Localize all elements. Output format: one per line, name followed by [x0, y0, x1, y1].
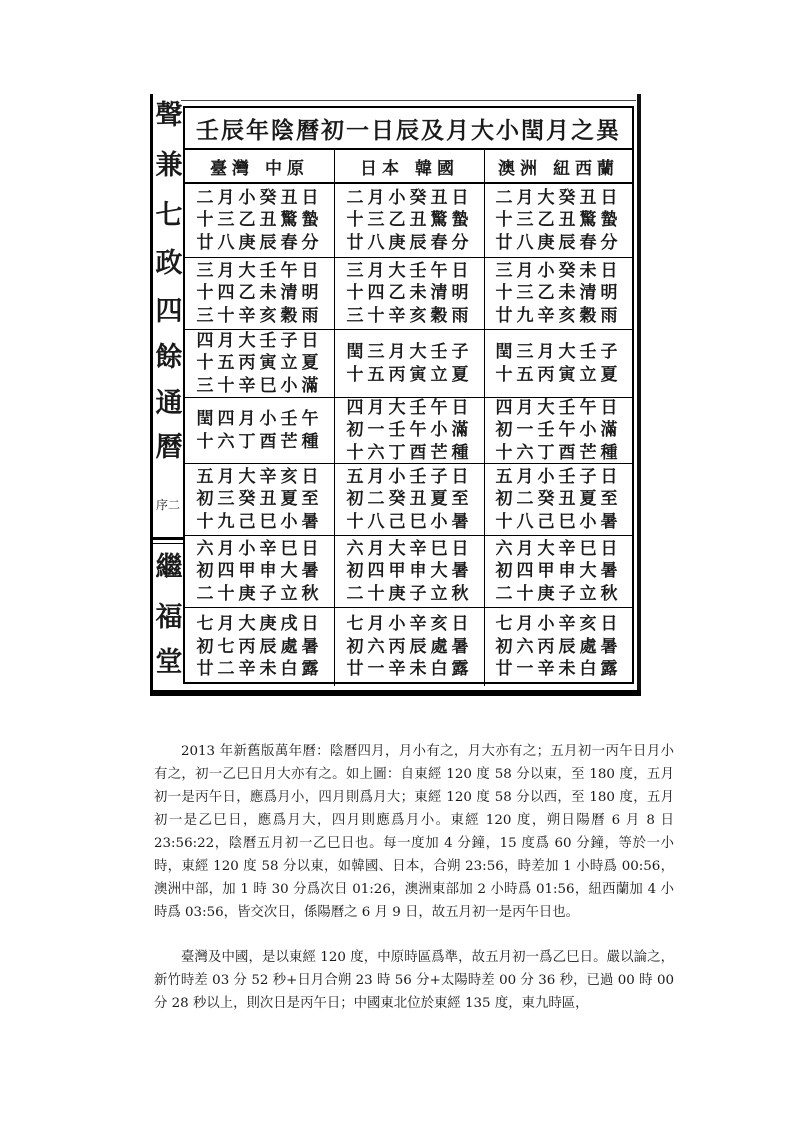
cell-line: 七月小辛亥日 — [495, 614, 622, 635]
book-spine — [153, 94, 183, 684]
cell-line: 初三癸丑夏至 — [196, 489, 323, 510]
cell-line: 廿二辛未白露 — [196, 659, 323, 680]
table-cell — [185, 536, 335, 608]
cell-line: 二十庚子立秋 — [495, 583, 622, 604]
cell-line: 十五丙寅立夏 — [196, 353, 323, 374]
table-cell — [335, 184, 485, 258]
cell-line: 十六丁酉芒種 — [495, 442, 622, 463]
cell-line: 十四乙未清明 — [196, 283, 323, 304]
spine-char: 四 — [155, 296, 183, 327]
cell-line: 閏三月大壬子 — [495, 342, 622, 362]
cell-line: 十八己巳小暑 — [495, 511, 622, 532]
cell-line: 十九己巳小暑 — [196, 511, 323, 532]
cell-line: 六月小辛巳日 — [196, 538, 323, 559]
cell-line: 三月大壬午日 — [196, 260, 323, 281]
cell-line: 初四甲申大暑 — [495, 561, 622, 582]
cell-line: 初四甲申大暑 — [346, 561, 473, 582]
table-cell — [335, 258, 485, 330]
table-cell — [485, 536, 632, 608]
table-cell — [485, 608, 632, 686]
body-paragraph-1: 2013 年新舊版萬年曆：陰曆四月，月小有之，月大亦有之；五月初一丙午日月小有之，初一乙巳日月大亦有之。如上圖：自東經 120 度 58 分以東，至 180 度，五月初一是丙午日，應爲月小，四月則爲月大；東經 120 度 58 分以西，至 180 度，五月初一是乙巳日，應爲月大，四月則應爲月小。東經 120 度，朔日陽曆 6 月 8 日 23:56:22，陰曆五月初一乙巳日也。每一度加 4 分鐘，15 度爲 60 分鐘，等於一小時，東經 120 度 58 分以東，如韓國、日本，合朔 23:56，時差加 1 小時爲 00:56，澳洲中部，加 1 時 30 分爲次日 01:26，澳洲東部加 2 小時爲 01:56，紐西蘭加 4 小時爲 03:56，皆交次日，係陽曆之 6 月 9 日，故五月初一是丙午日也。 — [154, 744, 674, 920]
cell-line: 三十辛巳小滿 — [196, 375, 323, 396]
table-cell — [185, 608, 335, 686]
spine-divider — [153, 543, 183, 544]
cell-line: 十三乙丑驚蟄 — [495, 210, 622, 231]
cell-line: 十五丙寅立夏 — [495, 364, 622, 385]
cell-line: 十三乙丑驚蟄 — [346, 210, 473, 231]
cell-line: 十三乙丑驚蟄 — [196, 210, 323, 231]
cell-line: 閏四月小壬午 — [196, 409, 323, 429]
table-cell — [335, 608, 485, 686]
publisher-char: 福 — [155, 602, 183, 633]
cell-line: 初六丙辰處暑 — [495, 636, 622, 657]
page-mark: 序二 — [155, 498, 180, 512]
cell-line: 七月小辛亥日 — [346, 614, 473, 635]
cell-line: 三十辛亥穀雨 — [346, 305, 473, 326]
scan-top-border — [181, 94, 636, 101]
cell-line: 初一壬午小滿 — [346, 420, 473, 441]
cell-line: 三月小癸未日 — [495, 260, 622, 281]
table-cell — [185, 398, 335, 464]
cell-line: 五月大辛亥日 — [196, 466, 323, 487]
table-cell — [335, 464, 485, 536]
cell-line: 廿九辛亥穀雨 — [495, 305, 622, 326]
cell-line: 四月大壬午日 — [495, 397, 622, 418]
cell-line: 十三乙未清明 — [495, 283, 622, 304]
cell-line: 初四甲申大暑 — [196, 561, 323, 582]
cell-line: 四月大壬子日 — [196, 330, 323, 351]
table-cell — [485, 464, 632, 536]
column-header: 澳洲 紐西蘭 — [485, 150, 632, 184]
spine-char: 七 — [155, 200, 183, 231]
table-cell — [335, 330, 485, 398]
spine-char: 通 — [155, 388, 183, 419]
body-paragraph-2: 臺灣及中國，是以東經 120 度，中原時區爲準，故五月初一爲乙巳日。嚴以論之，新竹時差 03 分 52 秒+日月合朔 23 時 56 分+太陽時差 00 分 36 秒，已過 00 時 00 分 28 秒以上，則次日是丙午日；中國東北位於東經 135 度，東九時區， — [154, 950, 674, 1011]
cell-line: 廿八庚辰春分 — [495, 232, 622, 253]
column-header: 日本 韓國 — [335, 150, 485, 184]
table-cell — [335, 398, 485, 464]
almanac-scan-image — [150, 94, 641, 696]
cell-line: 二十庚子立秋 — [196, 583, 323, 604]
spine-char: 餘 — [155, 342, 183, 373]
cell-line: 二月小癸丑日 — [196, 187, 323, 208]
cell-line: 廿八庚辰春分 — [196, 232, 323, 253]
cell-line: 初一壬午小滿 — [495, 420, 622, 441]
cell-line: 初六丙辰處暑 — [346, 636, 473, 657]
cell-line: 七月大庚戌日 — [196, 614, 323, 635]
table-cell — [185, 258, 335, 330]
cell-line: 六月大辛巳日 — [495, 538, 622, 559]
cell-line: 六月大辛巳日 — [346, 538, 473, 559]
column-header: 臺灣 中原 — [185, 150, 335, 184]
cell-line: 三十辛亥穀雨 — [196, 305, 323, 326]
spine-char: 曆 — [155, 432, 183, 463]
cell-line: 五月小壬子日 — [495, 466, 622, 487]
scan-right-border — [637, 94, 641, 690]
cell-line: 二月大癸丑日 — [495, 187, 622, 208]
cell-line: 四月大壬午日 — [346, 397, 473, 418]
cell-line: 廿一辛未白露 — [495, 659, 622, 680]
table-title: 壬辰年陰曆初一日辰及月大小閏月之異 — [185, 108, 632, 150]
table-cell — [485, 398, 632, 464]
table-cell — [335, 536, 485, 608]
spine-divider — [153, 537, 183, 540]
spine-char: 兼 — [155, 150, 183, 181]
cell-line: 初二癸丑夏至 — [495, 489, 622, 510]
cell-line: 十六丁酉芒種 — [196, 431, 323, 452]
cell-line: 三月大壬午日 — [346, 260, 473, 281]
table-cell — [185, 464, 335, 536]
cell-line: 初七丙辰處暑 — [196, 636, 323, 657]
publisher-char: 繼 — [155, 552, 183, 583]
cell-line: 廿八庚辰春分 — [346, 232, 473, 253]
cell-line: 十八己巳小暑 — [346, 511, 473, 532]
cell-line: 十四乙未清明 — [346, 283, 473, 304]
table-cell — [485, 184, 632, 258]
table-cell — [185, 184, 335, 258]
spine-char: 聲 — [155, 100, 183, 131]
cell-line: 二十庚子立秋 — [346, 583, 473, 604]
table-cell — [185, 330, 335, 398]
cell-line: 廿一辛未白露 — [346, 659, 473, 680]
cell-line: 初二癸丑夏至 — [346, 489, 473, 510]
table-body — [185, 150, 632, 686]
spine-char: 政 — [155, 248, 183, 279]
cell-line: 十六丁酉芒種 — [346, 442, 473, 463]
publisher-char: 堂 — [155, 647, 183, 678]
lunar-calendar-table — [183, 106, 634, 684]
cell-line: 二月小癸丑日 — [346, 187, 473, 208]
table-cell — [485, 330, 632, 398]
cell-line: 閏三月大壬子 — [346, 342, 473, 362]
cell-line: 十五丙寅立夏 — [346, 364, 473, 385]
cell-line: 五月小壬子日 — [346, 466, 473, 487]
table-cell — [485, 258, 632, 330]
